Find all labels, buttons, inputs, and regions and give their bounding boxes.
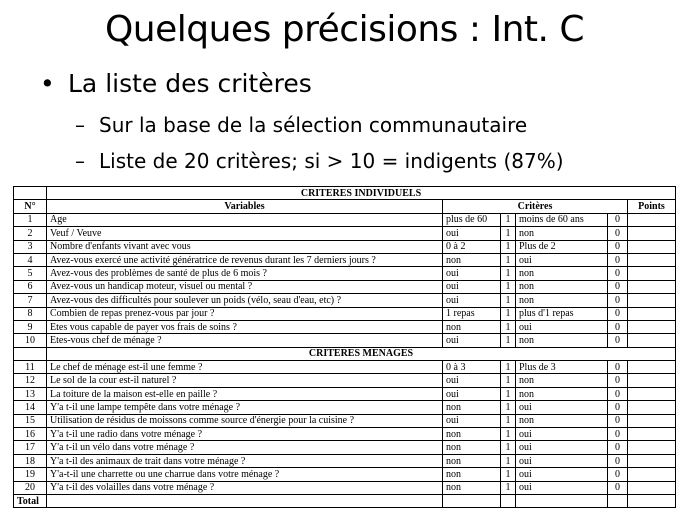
table-row: [14, 428, 676, 441]
row-number: 2: [14, 227, 47, 240]
row-points-b: 0: [608, 294, 628, 307]
row-criterion-b: oui: [516, 441, 608, 454]
row-points-a: 1: [501, 401, 516, 414]
row-criterion-a: oui: [443, 374, 501, 387]
row-number: 10: [14, 334, 47, 347]
row-points-b: 0: [608, 320, 628, 333]
blank-cell: [516, 494, 608, 507]
row-points-cell: [628, 320, 676, 333]
row-variable: Y'a t-il une lampe tempête dans votre ménage ?: [47, 401, 443, 414]
row-criterion-a: oui: [443, 387, 501, 400]
row-variable: Nombre d'enfants vivant avec vous: [47, 240, 443, 253]
row-points-a: 1: [501, 240, 516, 253]
row-criterion-b: oui: [516, 454, 608, 467]
row-criterion-a: oui: [443, 414, 501, 427]
row-points-cell: [628, 428, 676, 441]
row-variable: Y'a t-il un vélo dans votre ménage ?: [47, 441, 443, 454]
row-points-b: 0: [608, 253, 628, 266]
row-points-cell: [628, 294, 676, 307]
section2-body: [14, 361, 676, 495]
row-number: 4: [14, 253, 47, 266]
row-variable: Y'a t-il des volailles dans votre ménage ?: [47, 481, 443, 494]
row-points-cell: [628, 387, 676, 400]
row-points-cell: [628, 253, 676, 266]
slide-title: Quelques précisions : Int. C: [104, 9, 585, 50]
row-number: 9: [14, 320, 47, 333]
row-points-b: 0: [608, 414, 628, 427]
row-number: 13: [14, 387, 47, 400]
row-criterion-b: non: [516, 227, 608, 240]
row-variable: Y'a t-il des animaux de trait dans votre ménage ?: [47, 454, 443, 467]
table-row: [14, 334, 676, 347]
row-points-cell: [628, 468, 676, 481]
row-points-b: 0: [608, 374, 628, 387]
row-points-b: 0: [608, 387, 628, 400]
row-number: 1: [14, 213, 47, 226]
table-row: [14, 213, 676, 226]
total-body: [14, 494, 676, 507]
row-points-a: 1: [501, 334, 516, 347]
row-variable: Veuf / Veuve: [47, 227, 443, 240]
row-criterion-b: non: [516, 334, 608, 347]
row-number: 12: [14, 374, 47, 387]
row-points-a: 1: [501, 294, 516, 307]
header-num: N°: [14, 200, 47, 213]
row-criterion-b: non: [516, 280, 608, 293]
row-criterion-a: non: [443, 401, 501, 414]
row-points-a: 1: [501, 320, 516, 333]
blank-cell: [443, 494, 501, 507]
row-criterion-b: oui: [516, 253, 608, 266]
row-points-a: 1: [501, 468, 516, 481]
row-points-b: 0: [608, 361, 628, 374]
row-criterion-b: moins de 60 ans: [516, 213, 608, 226]
row-points-a: 1: [501, 213, 516, 226]
row-criterion-b: non: [516, 294, 608, 307]
row-number: 15: [14, 414, 47, 427]
row-criterion-a: oui: [443, 280, 501, 293]
row-points-b: 0: [608, 267, 628, 280]
blank-cell: [14, 347, 47, 360]
row-points-a: 1: [501, 414, 516, 427]
row-points-cell: [628, 334, 676, 347]
row-points-cell: [628, 401, 676, 414]
section-header-row: [14, 187, 676, 200]
row-criterion-b: oui: [516, 468, 608, 481]
table-row: [14, 374, 676, 387]
row-points-a: 1: [501, 267, 516, 280]
sub-bullet-text: Sur la base de la sélection communautaire: [99, 113, 528, 137]
bullet-dot-icon: •: [40, 69, 55, 98]
blank-cell: [501, 494, 516, 507]
row-number: 7: [14, 294, 47, 307]
column-header-row: [14, 200, 676, 213]
row-criterion-b: plus d'1 repas: [516, 307, 608, 320]
row-number: 14: [14, 401, 47, 414]
row-variable: Le chef de ménage est-il une femme ?: [47, 361, 443, 374]
sub-bullet-1: [75, 111, 527, 139]
bullet-text: La liste des critères: [68, 69, 312, 98]
row-points-b: 0: [608, 441, 628, 454]
row-points-a: 1: [501, 454, 516, 467]
row-criterion-b: Plus de 2: [516, 240, 608, 253]
row-criterion-b: non: [516, 267, 608, 280]
row-criterion-b: oui: [516, 320, 608, 333]
row-variable: Utilisation de résidus de moissons comme source d'énergie pour la cuisine ?: [47, 414, 443, 427]
row-points-a: 1: [501, 361, 516, 374]
header-criteres: Critères: [443, 200, 628, 213]
table-row: [14, 253, 676, 266]
row-points-a: 1: [501, 441, 516, 454]
sub-bullet-2: [75, 147, 564, 175]
row-points-b: 0: [608, 240, 628, 253]
row-variable: Etes-vous chef de ménage ?: [47, 334, 443, 347]
row-criterion-a: oui: [443, 294, 501, 307]
table-row: [14, 267, 676, 280]
row-points-a: 1: [501, 280, 516, 293]
table-row: [14, 227, 676, 240]
dash-icon: –: [75, 149, 85, 173]
row-points-a: 1: [501, 307, 516, 320]
row-criterion-a: non: [443, 253, 501, 266]
table-row: [14, 414, 676, 427]
bullet-main: [40, 68, 312, 100]
row-points-cell: [628, 414, 676, 427]
row-criterion-a: oui: [443, 334, 501, 347]
row-variable: Le sol de la cour est-il naturel ?: [47, 374, 443, 387]
row-points-cell: [628, 307, 676, 320]
row-criterion-b: non: [516, 387, 608, 400]
row-points-a: 1: [501, 227, 516, 240]
row-points-a: 1: [501, 253, 516, 266]
section1-body: [14, 213, 676, 347]
row-points-b: 0: [608, 227, 628, 240]
blank-cell: [608, 494, 628, 507]
row-variable: Avez-vous des difficultés pour soulever un poids (vélo, seau d'eau, etc) ?: [47, 294, 443, 307]
sub-bullet-text: Liste de 20 critères; si > 10 = indigents (87%): [99, 149, 564, 173]
row-variable: Age: [47, 213, 443, 226]
row-number: 8: [14, 307, 47, 320]
section-header-row: [14, 347, 676, 360]
row-points-cell: [628, 240, 676, 253]
table-row: [14, 361, 676, 374]
row-criterion-a: plus de 60: [443, 213, 501, 226]
row-points-cell: [628, 280, 676, 293]
row-points-b: 0: [608, 280, 628, 293]
section2-title: CRITERES MENAGES: [47, 347, 676, 360]
row-points-b: 0: [608, 454, 628, 467]
row-criterion-b: non: [516, 374, 608, 387]
row-criterion-a: 0 à 3: [443, 361, 501, 374]
table-row: [14, 481, 676, 494]
row-points-cell: [628, 374, 676, 387]
row-variable: Y'a-t-il une charrette ou une charrue dans votre ménage ?: [47, 468, 443, 481]
table-row: [14, 387, 676, 400]
section1-title: CRITERES INDIVIDUELS: [47, 187, 676, 200]
row-criterion-a: non: [443, 481, 501, 494]
row-criterion-a: non: [443, 468, 501, 481]
dash-icon: –: [75, 113, 85, 137]
row-criterion-a: non: [443, 454, 501, 467]
row-criterion-b: oui: [516, 401, 608, 414]
row-points-b: 0: [608, 213, 628, 226]
table-row: [14, 454, 676, 467]
row-points-b: 0: [608, 334, 628, 347]
row-number: 3: [14, 240, 47, 253]
row-number: 16: [14, 428, 47, 441]
criteria-table: [13, 186, 676, 508]
header-variables: Variables: [47, 200, 443, 213]
table-row: [14, 441, 676, 454]
table-row: [14, 468, 676, 481]
row-number: 18: [14, 454, 47, 467]
row-points-a: 1: [501, 481, 516, 494]
row-points-cell: [628, 481, 676, 494]
row-points-cell: [628, 454, 676, 467]
row-points-a: 1: [501, 387, 516, 400]
table-row: [14, 294, 676, 307]
row-variable: Avez-vous des problèmes de santé de plus de 6 mois ?: [47, 267, 443, 280]
table-row: [14, 240, 676, 253]
row-points-cell: [628, 213, 676, 226]
row-variable: Y'a t-il une radio dans votre ménage ?: [47, 428, 443, 441]
row-criterion-a: non: [443, 441, 501, 454]
section2-header: [14, 347, 676, 360]
row-points-b: 0: [608, 468, 628, 481]
row-criterion-b: non: [516, 414, 608, 427]
row-criterion-a: oui: [443, 267, 501, 280]
row-points-cell: [628, 441, 676, 454]
total-row: [14, 494, 676, 507]
row-criterion-b: oui: [516, 481, 608, 494]
row-points-b: 0: [608, 481, 628, 494]
row-criterion-b: oui: [516, 428, 608, 441]
header-points: Points: [628, 200, 676, 213]
blank-cell: [47, 494, 443, 507]
row-points-a: 1: [501, 374, 516, 387]
table-row: [14, 280, 676, 293]
row-criterion-b: Plus de 3: [516, 361, 608, 374]
row-points-cell: [628, 227, 676, 240]
row-criterion-a: non: [443, 428, 501, 441]
row-criterion-a: 1 repas: [443, 307, 501, 320]
row-criterion-a: non: [443, 320, 501, 333]
row-points-cell: [628, 361, 676, 374]
row-variable: Avez-vous un handicap moteur, visuel ou mental ?: [47, 280, 443, 293]
table-row: [14, 320, 676, 333]
row-variable: Avez-vous exercé une activité génératrice de revenus durant les 7 derniers jours ?: [47, 253, 443, 266]
row-number: 19: [14, 468, 47, 481]
row-points-cell: [628, 267, 676, 280]
blank-cell: [14, 187, 47, 200]
row-number: 11: [14, 361, 47, 374]
blank-cell: [628, 494, 676, 507]
row-number: 5: [14, 267, 47, 280]
row-number: 6: [14, 280, 47, 293]
row-variable: Etes vous capable de payer vos frais de soins ?: [47, 320, 443, 333]
row-points-b: 0: [608, 428, 628, 441]
table-row: [14, 401, 676, 414]
row-variable: La toiture de la maison est-elle en paille ?: [47, 387, 443, 400]
row-points-b: 0: [608, 307, 628, 320]
row-variable: Combien de repas prenez-vous par jour ?: [47, 307, 443, 320]
row-criterion-a: oui: [443, 227, 501, 240]
row-number: 17: [14, 441, 47, 454]
row-points-a: 1: [501, 428, 516, 441]
row-number: 20: [14, 481, 47, 494]
table-row: [14, 307, 676, 320]
row-criterion-a: 0 à 2: [443, 240, 501, 253]
total-label: Total: [14, 494, 47, 507]
row-points-b: 0: [608, 401, 628, 414]
